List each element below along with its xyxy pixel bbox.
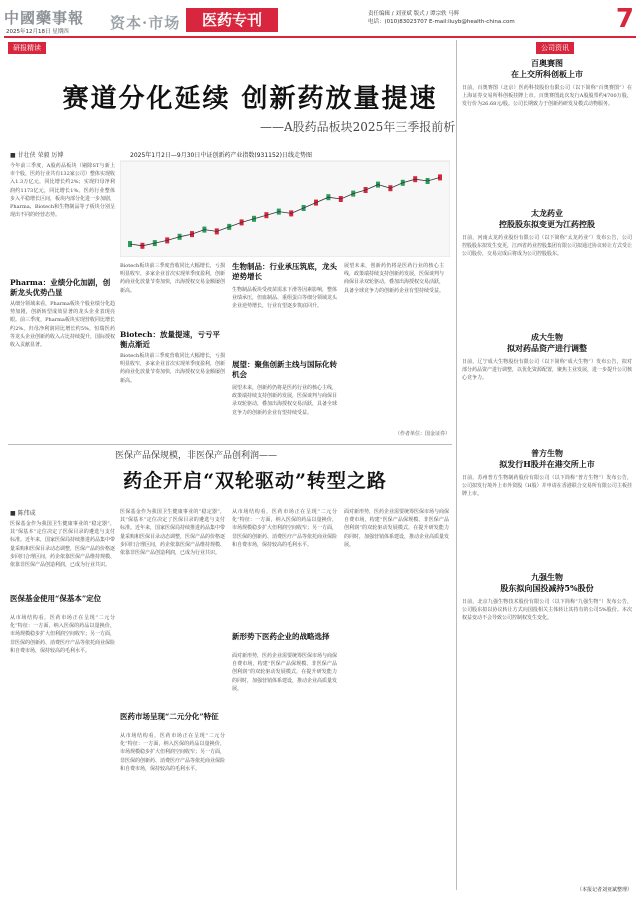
newspaper-logo: 中國藥事報 <box>4 9 85 27</box>
brief-title-1: 百奥赛图 在上交所科创板上市 <box>511 58 583 79</box>
brief-text-1: 日前，百奥赛图（北京）医药科技股份有限公司（以下简称“百奥赛图”）在上海证券交易所科创板挂牌上市。百奥赛图此次发行A股股票约4700万股，发行价为26.68元/股。公司长期致力于创新药研发及模式动物服务。 <box>462 85 632 108</box>
subheading-insurance: 医保基金使用“保基本”定位 <box>10 594 102 603</box>
section-tag-company: 公司资讯 <box>536 42 574 54</box>
article-para-4: 生物制品板块受疫苗需求下滑等因素影响，整体业绩承压，但血制品、重组蛋白等细分领域龙头企业逆势增长，行业有望逐步筑底回升。 <box>232 287 337 310</box>
second-headline: 药企开启“双轮驱动”转型之路 <box>123 470 387 492</box>
article-para-5: 展望未来，创新药仍将是医药行业的核心主线，政策端持续支持创新药发展，医保谈判与商保目录双轮驱动，叠加出海授权交易活跃，具备全球竞争力的创新药企业有望持续受益。 <box>232 385 337 416</box>
section-title: 资本·市场 <box>110 14 181 32</box>
subheading-strategy: 新形势下医药企业的战略选择 <box>232 632 330 641</box>
subheading-outlook: 展望：聚焦创新主线与国际化转机会 <box>232 360 337 379</box>
brief-title-4: 普方生物 拟发行H股并在港交所上市 <box>499 448 595 469</box>
brief-title-3: 成大生物 拟对药品资产进行调整 <box>507 332 587 353</box>
article-para-3: Biotech板块前三季度营收同比大幅增长，亏损明显收窄，多家企业首次实现单季度盈利，创新药商业化放量节奏加快，出海授权交易金额屡创新高。 <box>120 353 225 384</box>
subheading-pharma: Pharma：业绩分化加剧，创新龙头优势凸显 <box>10 278 111 297</box>
subheading-bio: 生物制品：行业承压筑底，龙头逆势增长 <box>232 262 337 281</box>
article-para-1: 今年前三季度，A股药品板块（剔除ST与新上市个股，医药行业共有132家公司）整体实现收入1.3万亿元，同比增长约2%；实现归母净利润约1173亿元，同比增长1%。医药行业整体步入平稳增长区间，板块内部分化进一步加剧，Pharma、Biotech和生物制品等子板块分别呈现出不同的经营态势。 <box>10 163 115 219</box>
index-line-chart <box>120 153 450 257</box>
masthead <box>4 4 636 34</box>
compiler-note: （本报记者刘亚斌整理） <box>576 887 632 893</box>
article2-para-1: 医保基金作为我国卫生健康事业的“稳定器”，其“保基本”定位决定了医保目录的遴选与支付标准。近年来，国家医保局持续推进药品集中带量采购和医保目录动态调整，医保产品的价格逐步回归合理区间，药企依靠医保产品维持规模、依靠非医保产品创造利润，已成为行业共识。 <box>10 521 115 569</box>
article-para-5b: 展望未来，创新药仍将是医药行业的核心主线，政策端持续支持创新药发展，医保谈判与商保目录双轮驱动，叠加出海授权交易活跃，具备全球竞争力的创新药企业有望持续受益。 <box>344 263 444 294</box>
brief-text-5: 日前，北京九强生物技术股份有限公司（以下简称“九强生物”）发布公告，公司股东拟以协议转让方式向国投相关主体转让其持有的公司5%股份。本次权益变动不会导致公司控制权发生变化。 <box>462 599 632 622</box>
brief-text-2: 日前，河南太龙药业股份有限公司（以下简称“太龙药业”）发布公告，公司控股股东拟发生变更，江西省药业控股集团有限公司拟通过协议转让方式受让公司股份，交易完成后将成为公司控股股东。 <box>462 235 632 258</box>
section-tag-research: 研报精读 <box>8 42 46 54</box>
article2-para-2: 从市场结构看，医药市场正在呈现“二元分化”特征：一方面，纳入医保的药品以量换价，市场规模稳步扩大但利润空间收窄；另一方面，非医保的创新药、消费医疗产品等依托商业保险和自费市场，保持较高的毛利水平。 <box>10 615 115 654</box>
article2-para-7: 面对新形势，医药企业需要统筹医保市场与商保自费市场，构建“医保产品保规模、非医保产品创利润”的双轮驱动发展模式，在提升研发能力的同时，加强营销体系建设，推动企业高质量发展。 <box>344 509 449 548</box>
divider <box>8 444 452 445</box>
author-note: （作者单位：国金证券） <box>394 431 450 437</box>
chart-title: 2025年1月2日—9月30日中证创新药产业指数(931152)日线走势图 <box>130 152 312 159</box>
article2-para-6: 面对新形势，医药企业需要统筹医保市场与商保自费市场，构建“医保产品保规模、非医保产品创利润”的双轮驱动发展模式，在提升研发能力的同时，加强营销体系建设，推动企业高质量发展。 <box>232 653 337 692</box>
brief-title-2: 太龙药业 控股股东拟变更为江药控股 <box>499 208 595 229</box>
issue-date: 2025年12月18日 星期四 <box>6 29 69 35</box>
article-para-3a: Biotech板块前三季度营收同比大幅增长，亏损明显收窄，多家企业首次实现单季度盈利，创新药商业化放量节奏加快，出海授权交易金额屡创新高。 <box>120 263 225 294</box>
main-subhead: ——A股药品板块2025年三季报前析 <box>260 120 456 134</box>
main-headline: 赛道分化延续 创新药放量提速 <box>62 84 438 114</box>
editors-info: 责任编辑 / 刘亚斌 版式 / 谭宗轶 马辉 电话：(010)83023707 E-mail:liuyb@health-china.com <box>368 11 515 25</box>
byline: ■ 甘壮侠 荣毅 厉博 <box>10 152 64 159</box>
subheading-market: 医药市场呈现“二元分化”特征 <box>120 712 219 721</box>
second-kicker: 医保产品保规模，非医保产品创利润—— <box>115 451 278 461</box>
subheading-biotech: Biotech：放量提速，亏亏平衡点渐近 <box>120 330 220 349</box>
column-divider <box>456 40 457 890</box>
page-number: 7 <box>615 4 634 34</box>
special-banner: 医药专刊 <box>186 8 278 32</box>
brief-title-5: 九强生物 股东拟向国投减持5%股份 <box>500 572 594 593</box>
byline-2: ■ 陈伟成 <box>10 510 36 517</box>
article2-para-4: 从市场结构看，医药市场正在呈现“二元分化”特征：一方面，纳入医保的药品以量换价，市场规模稳步扩大但利润空间收窄；另一方面，非医保的创新药、消费医疗产品等依托商业保险和自费市场，保持较高的毛利水平。 <box>120 733 225 772</box>
article-para-2: 从细分领域来看，Pharma板块个股业绩分化趋势加剧，创新转型成效显著的龙头企业表现亮眼。前三季度，Pharma板块实现营收同比增长约2%，归母净利润同比增长约5%，恒瑞医药等龙头企业创新药收入占比持续提升，国际授权收入贡献显著。 <box>10 301 115 349</box>
brief-text-4: 日前，苏州普方生物制药股份有限公司（以下简称“普方生物”）发布公告，公司拟发行境外上市外资股（H股）并申请在香港联合交易所有限公司主板挂牌上市。 <box>462 475 632 498</box>
article2-para-5: 从市场结构看，医药市场正在呈现“二元分化”特征：一方面，纳入医保的药品以量换价，市场规模稳步扩大但利润空间收窄；另一方面，非医保的创新药、消费医疗产品等依托商业保险和自费市场，保持较高的毛利水平。 <box>232 509 337 548</box>
top-rule <box>4 36 636 38</box>
article2-para-3: 医保基金作为我国卫生健康事业的“稳定器”，其“保基本”定位决定了医保目录的遴选与支付标准。近年来，国家医保局持续推进药品集中带量采购和医保目录动态调整，医保产品的价格逐步回归合理区间，药企依靠医保产品维持规模、依靠非医保产品创造利润，已成为行业共识。 <box>120 509 225 557</box>
brief-text-3: 日前，辽宁成大生物股份有限公司（以下简称“成大生物”）发布公告，拟对部分药品资产进行调整，以优化资源配置，聚焦主业发展，进一步提升公司核心竞争力。 <box>462 359 632 382</box>
